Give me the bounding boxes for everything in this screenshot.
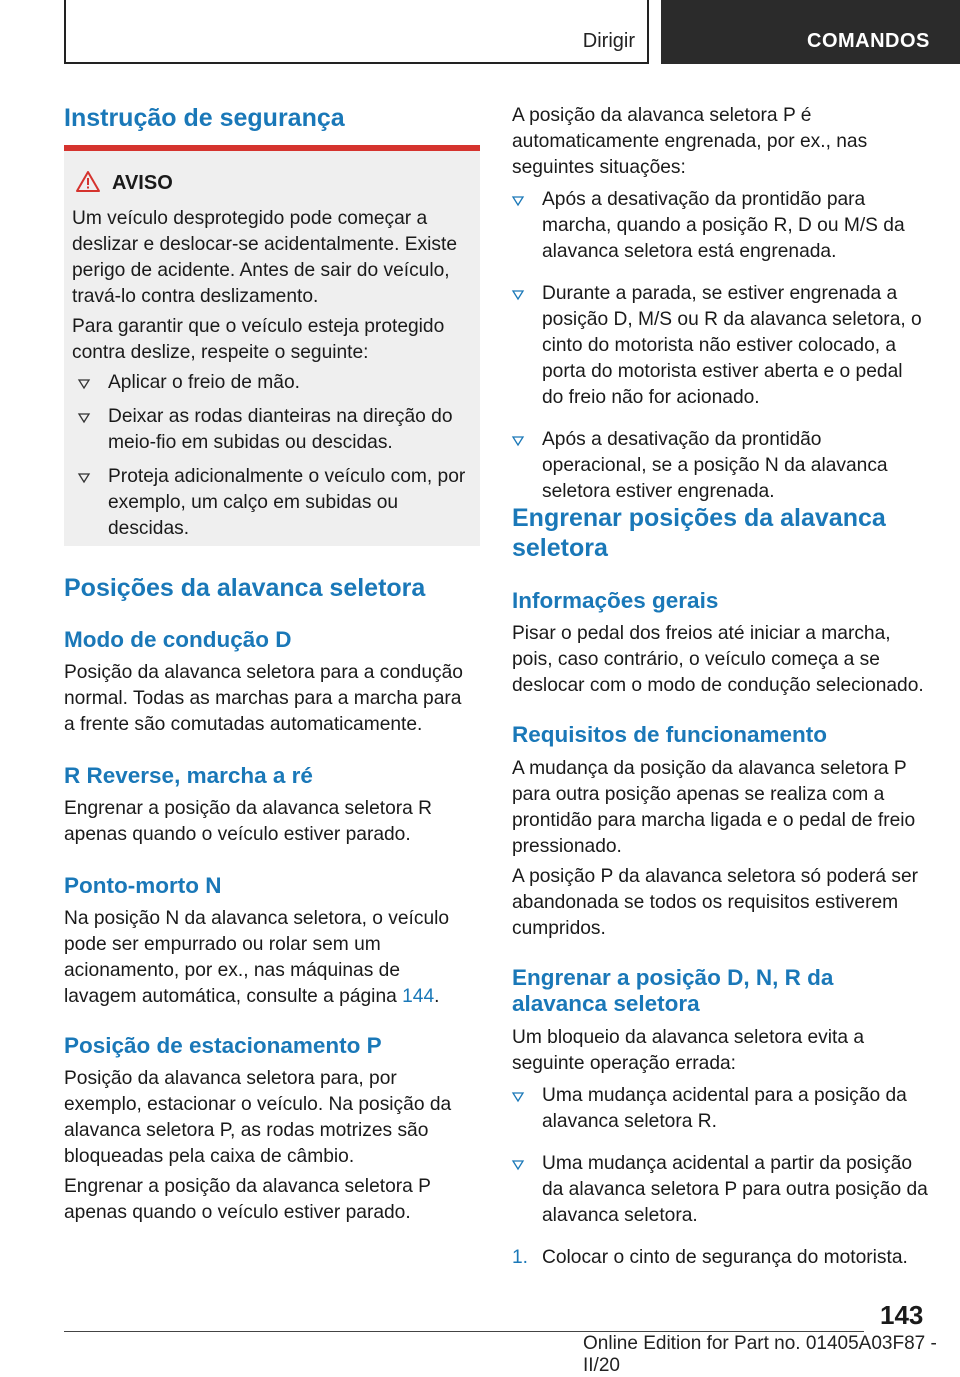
edition-text: Online Edition for Part no. 01405A03F87 - II/20 [583,1333,937,1376]
triangle-bullet-icon [512,1160,524,1170]
neutral-text: Na posição N da alavanca seletora, o veículo pode ser empurrado ou rolar sem um acionamento, por ex., nas máquinas de lavagem automática, consulte a página 144. [64,908,450,1007]
auto-park-list [512,187,928,513]
requirements-heading: Requisitos de funcionamento [512,722,828,747]
chapter-tab: COMANDOS [661,0,960,64]
safety-heading: Instrução de segurança [64,104,345,132]
triangle-bullet-icon [78,413,90,423]
section-title: Dirigir [582,30,635,52]
reverse-heading: R Reverse, marcha a ré [64,763,313,788]
warning-triangle-icon [76,170,100,192]
triangle-bullet-icon [512,290,524,300]
dnr-text: Um bloqueio da alavanca seletora evita a seguinte operação errada: [512,1027,864,1074]
list-item: Aplicar o freio de mão. [78,370,472,396]
step-number: 1. [512,1247,529,1268]
drive-heading: Modo de condução D [64,627,292,652]
header-frame [64,0,649,64]
list-item: Após a desativação da prontidão operacional, se a posição N da alavanca seletora estiver engrenada. [512,427,928,505]
triangle-bullet-icon [78,379,90,389]
general-heading: Informações gerais [512,588,719,613]
list-item: Uma mudança acidental a partir da posição da alavanca seletora P para outra posição da alavanca seletora. [512,1151,928,1229]
warning-list [78,370,472,550]
park-heading: Posição de estacionamento P [64,1033,382,1058]
park-text-1: Posição da alavanca seletora para, por exemplo, estacionar o veículo. Na posição da alavanca seletora P, as rodas motrizes são bloqueadas pela caixa de câmbio. [64,1068,452,1167]
triangle-bullet-icon [512,1092,524,1102]
positions-heading: Posições da alavanca seletora [64,574,426,602]
dnr-list [512,1083,928,1279]
drive-text: Posição da alavanca seletora para a condução normal. Todas as marchas para a marcha para a frente são comutadas automaticamente. [64,662,463,735]
dnr-heading: Engrenar a posição D, N, R da alavanca seletora [512,965,834,1016]
reverse-text: Engrenar a posição da alavanca seletora R apenas quando o veículo estiver parado. [64,798,432,845]
triangle-bullet-icon [78,473,90,483]
auto-park-intro: A posição da alavanca seletora P é automaticamente engrenada, por ex., nas seguintes situações: [512,105,868,178]
triangle-bullet-icon [512,196,524,206]
list-item: Deixar as rodas dianteiras na direção do meio-fio em subidas ou descidas. [78,404,472,456]
warning-text-2: Para garantir que o veículo esteja protegido contra deslize, respeite o seguinte: [72,316,445,363]
park-text-2: Engrenar a posição da alavanca seletora P apenas quando o veículo estiver parado. [64,1176,431,1223]
neutral-heading: Ponto-morto N [64,873,222,898]
list-item: Uma mudança acidental para a posição da alavanca seletora R. [512,1083,928,1135]
list-item: Durante a parada, se estiver engrenada a posição D, M/S ou R da alavanca seletora, o cinto do motorista não estiver colocado, a porta do motorista estiver aberta e o pedal do freio não for acionado. [512,281,928,411]
list-item: Após a desativação da prontidão para marcha, quando a posição R, D ou M/S da alavanca seletora está engrenada. [512,187,928,265]
numbered-step: 1. Colocar o cinto de segurança do motorista. [512,1245,928,1271]
list-item: Proteja adicionalmente o veículo com, por exemplo, um calço em subidas ou descidas. [78,464,472,542]
triangle-bullet-icon [512,436,524,446]
engage-heading: Engrenar posições da alavanca seletora [512,504,886,562]
general-text: Pisar o pedal dos freios até iniciar a marcha, pois, caso contrário, o veículo começa a se deslocar com o modo de condução selecionado. [512,623,924,696]
footer-rule [64,1331,864,1332]
requirements-text-2: A posição P da alavanca seletora só poderá ser abandonada se todos os requisitos estiverem cumpridos. [512,866,919,939]
warning-title: AVISO [112,172,173,194]
requirements-text-1: A mudança da posição da alavanca seletora P para outra posição apenas se realiza com a prontidão para marcha ligada e o pedal de freio pressionado. [512,758,916,857]
page-number: 143 [880,1300,924,1330]
warning-text-1: Um veículo desprotegido pode começar a deslizar e deslocar-se acidentalmente. Existe perigo de acidente. Antes de sair do veículo, travá-lo contra deslizamento. [72,208,458,307]
page-link[interactable]: 144 [402,986,435,1007]
